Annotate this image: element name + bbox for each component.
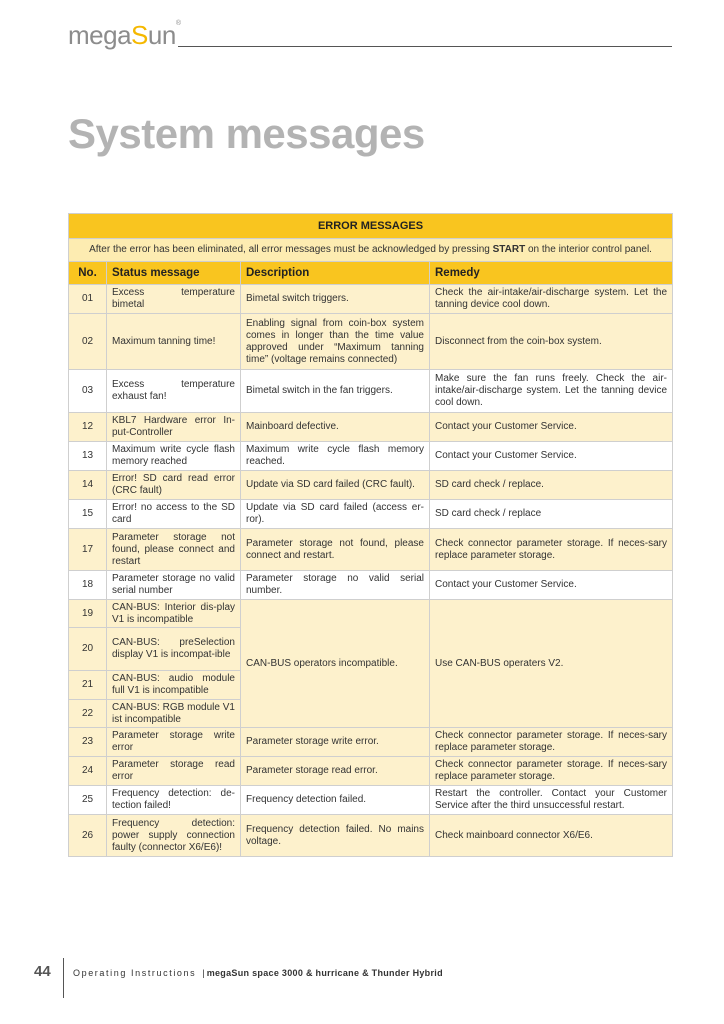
note-text-after: on the interior control panel. (525, 244, 652, 255)
description: Bimetal switch in the fan triggers. (241, 370, 430, 413)
megasun-logo (68, 20, 180, 51)
row-number: 21 (69, 671, 107, 700)
description: Frequency detection failed. No mains voltage. (241, 815, 430, 857)
row-number: 26 (69, 815, 107, 857)
table-row (69, 370, 673, 413)
status-message: Parameter storage write error (107, 728, 241, 757)
status-message: Error! no access to the SD card (107, 500, 241, 529)
remedy: Check connector parameter storage. If neces-sary replace parameter storage. (430, 757, 673, 786)
description: Bimetal switch triggers. (241, 285, 430, 314)
note-start-keyword: START (492, 244, 526, 255)
table-row (69, 500, 673, 529)
table-row (69, 529, 673, 571)
row-number: 19 (69, 600, 107, 628)
table-row (69, 786, 673, 815)
row-number: 23 (69, 728, 107, 757)
remedy: Check connector parameter storage. If neces-sary replace parameter storage. (430, 728, 673, 757)
status-message: Parameter storage no valid serial number (107, 571, 241, 600)
status-message: CAN-BUS: RGB module V1 ist incompatible (107, 700, 241, 728)
remedy: Disconnect from the coin-box system. (430, 314, 673, 370)
row-number: 22 (69, 700, 107, 728)
footer-doc-label: Operating Instructions (73, 968, 197, 978)
row-number: 25 (69, 786, 107, 815)
footer-caption (73, 968, 443, 978)
status-message: CAN-BUS: Interior dis-play V1 is incompatible (107, 600, 241, 628)
description: Frequency detection failed. (241, 786, 430, 815)
remedy: Contact your Customer Service. (430, 442, 673, 471)
footer-separator: | (202, 968, 205, 978)
row-number: 14 (69, 471, 107, 500)
row-number: 17 (69, 529, 107, 571)
remedy: Contact your Customer Service. (430, 413, 673, 442)
status-message: KBL7 Hardware error In-put-Controller (107, 413, 241, 442)
table-title: ERROR MESSAGES (69, 214, 673, 239)
row-number: 02 (69, 314, 107, 370)
description: Enabling signal from coin-box system comes in longer than the time value approved under “Maximum tanning time” (voltage remains connected) (241, 314, 430, 370)
table-note-row (69, 239, 673, 262)
status-message: Frequency detection: power supply connection faulty (connector X6/E6)! (107, 815, 241, 857)
logo-suffix: un (147, 20, 176, 50)
column-header-remedy: Remedy (430, 262, 673, 285)
table-row (69, 757, 673, 786)
row-number: 13 (69, 442, 107, 471)
status-message: Parameter storage not found, please connect and restart (107, 529, 241, 571)
description: Mainboard defective. (241, 413, 430, 442)
remedy: Check the air-intake/air-discharge system. Let the tanning device cool down. (430, 285, 673, 314)
row-number: 03 (69, 370, 107, 413)
row-number: 15 (69, 500, 107, 529)
column-header-no: No. (69, 262, 107, 285)
table-row (69, 413, 673, 442)
note-text-before: After the error has been eliminated, all error messages must be acknowledged by pressing (89, 244, 493, 255)
status-message: Maximum tanning time! (107, 314, 241, 370)
description: Parameter storage read error. (241, 757, 430, 786)
table-row (69, 285, 673, 314)
error-messages-table (68, 213, 673, 857)
description: Update via SD card failed (CRC fault). (241, 471, 430, 500)
row-number: 18 (69, 571, 107, 600)
remedy: Restart the controller. Contact your Customer Service after the third unsuccessful restart. (430, 786, 673, 815)
row-number: 12 (69, 413, 107, 442)
status-message: Error! SD card read error (CRC fault) (107, 471, 241, 500)
description: Parameter storage no valid serial number. (241, 571, 430, 600)
logo-registered-mark: ® (175, 20, 181, 27)
description: Update via SD card failed (access er-ror). (241, 500, 430, 529)
row-number: 24 (69, 757, 107, 786)
table-row (69, 815, 673, 857)
table-note (69, 239, 673, 262)
remedy: Check mainboard connector X6/E6. (430, 815, 673, 857)
page-number: 44 (34, 963, 51, 980)
status-message: Parameter storage read error (107, 757, 241, 786)
status-message: CAN-BUS: audio module full V1 is incompatible (107, 671, 241, 700)
remedy: Check connector parameter storage. If neces-sary replace parameter storage. (430, 529, 673, 571)
status-message: Frequency detection: de-tection failed! (107, 786, 241, 815)
page-title: System messages (68, 110, 425, 157)
table-row (69, 571, 673, 600)
logo-accent: S (131, 20, 148, 50)
description: Parameter storage not found, please connect and restart. (241, 529, 430, 571)
row-number: 20 (69, 628, 107, 671)
column-header-description: Description (241, 262, 430, 285)
footer-product: megaSun space 3000 & hurricane & Thunder Hybrid (206, 968, 443, 978)
can-bus-description: CAN-BUS operators incompatible. (241, 600, 430, 728)
description: Maximum write cycle flash memory reached. (241, 442, 430, 471)
remedy: Make sure the fan runs freely. Check the air-intake/air-discharge system. Let the tanning device cool down. (430, 370, 673, 413)
table-title-row (69, 214, 673, 239)
status-message: Maximum write cycle flash memory reached (107, 442, 241, 471)
remedy: SD card check / replace (430, 500, 673, 529)
can-bus-remedy: Use CAN-BUS operaters V2. (430, 600, 673, 728)
table-row (69, 600, 673, 628)
table-header-row (69, 262, 673, 285)
logo-prefix: mega (68, 20, 132, 50)
status-message: Excess temperature bimetal (107, 285, 241, 314)
table-row (69, 471, 673, 500)
description: Parameter storage write error. (241, 728, 430, 757)
footer-divider (63, 958, 64, 998)
header-rule (178, 46, 672, 47)
table-row (69, 314, 673, 370)
table-row (69, 442, 673, 471)
table-row (69, 728, 673, 757)
column-header-status: Status message (107, 262, 241, 285)
status-message: Excess temperature exhaust fan! (107, 370, 241, 413)
remedy: SD card check / replace. (430, 471, 673, 500)
row-number: 01 (69, 285, 107, 314)
remedy: Contact your Customer Service. (430, 571, 673, 600)
status-message: CAN-BUS: preSelection display V1 is incompat-ible (107, 628, 241, 671)
